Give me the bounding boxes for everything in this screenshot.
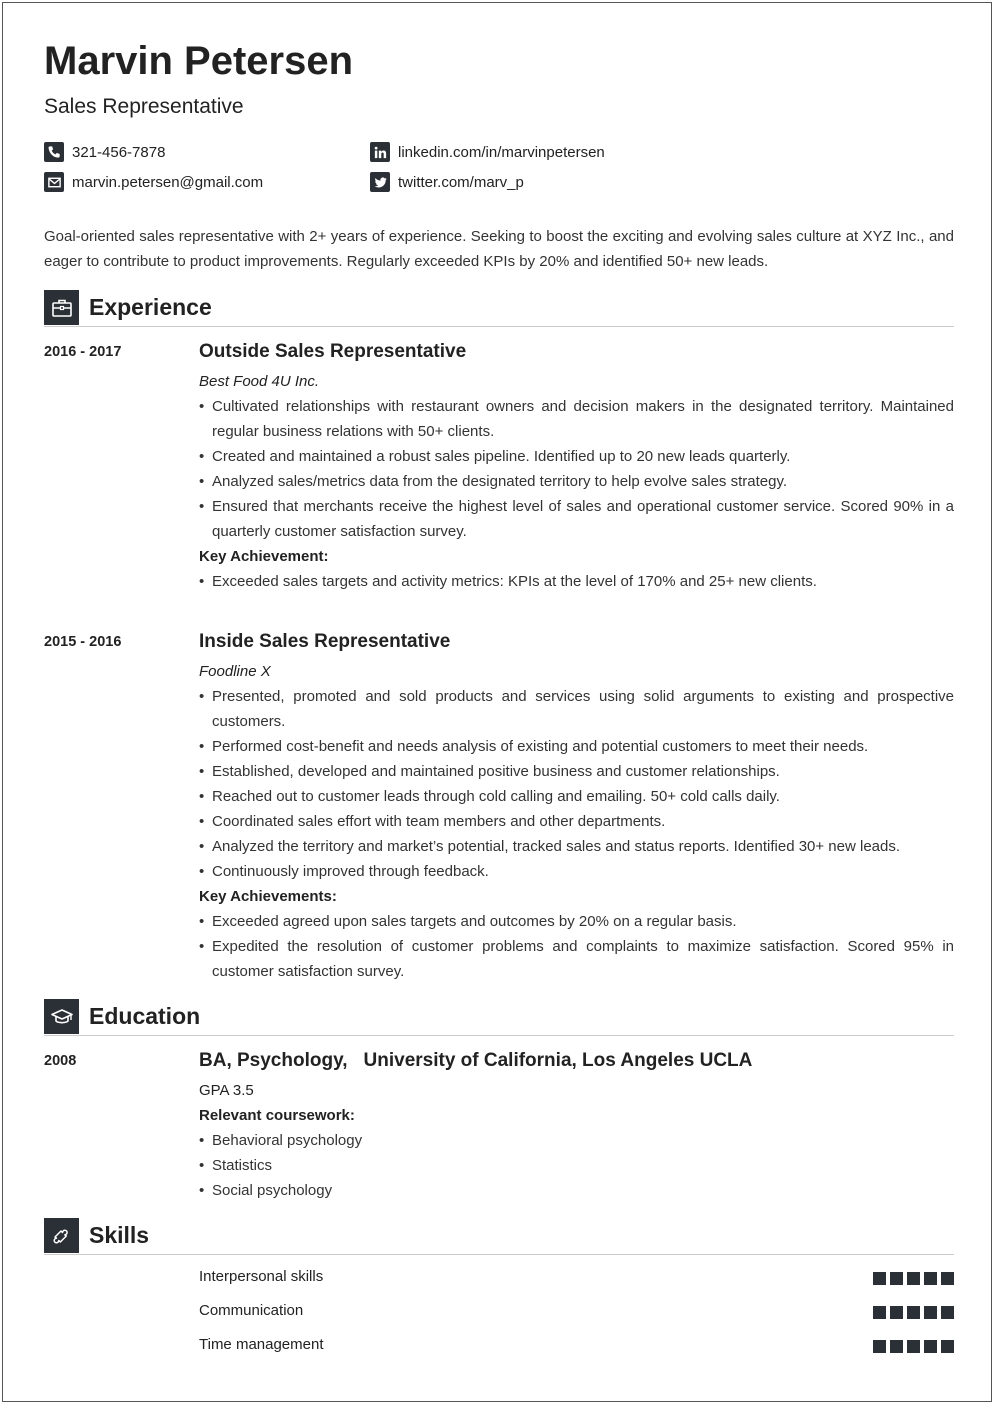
twitter-link[interactable]: twitter.com/marv_p [398,173,524,191]
skill-level-square [890,1306,903,1319]
envelope-icon [44,172,64,192]
degree: BA, Psychology, [199,1050,348,1071]
skill-level-square [907,1306,920,1319]
skill-level-square [941,1272,954,1285]
skill-rating [869,1272,954,1285]
email-link[interactable]: marvin.petersen@gmail.com [72,173,264,191]
resume-page [2,2,992,1402]
skill-level-square [873,1306,886,1319]
skill-name: Communication [199,1302,304,1319]
experience-section-header [44,290,954,327]
skills-heading: Skills [89,1222,150,1248]
list-item: • Cultivated relationships with restaurant owners and decision makers in the designated territory. Maintained regular business relations with 50+ clients. [199,394,954,444]
list-item: • Created and maintained a robust sales pipeline. Identified up to 20 new leads quarterly. [199,444,954,469]
gpa: GPA 3.5 [199,1082,254,1099]
list-item: • Presented, promoted and sold products and services using solid arguments to existing and prospective customers. [199,684,954,734]
linkedin-link[interactable]: linkedin.com/in/marvinpetersen [398,143,605,161]
list-item: • Exceeded agreed upon sales targets and outcomes by 20% on a regular basis. [199,909,954,934]
job-company: Best Food 4U Inc. [199,373,320,390]
list-item: • Statistics [199,1153,954,1178]
summary-paragraph: Goal-oriented sales representative with 2+ years of experience. Seeking to boost the exciting and evolving sales culture at XYZ Inc., and eager to contribute to product improvements. Regularly exceeded KPIs by 20% and identified 50+ new leads. [44,228,954,270]
skill-rating [869,1340,954,1353]
phone-icon [44,142,64,162]
list-item: • Analyzed the territory and market’s potential, tracked sales and status reports. Identified 30+ new leads. [199,834,954,859]
graduation-cap-icon [44,999,79,1034]
phone-text: 321-456-7878 [72,143,166,161]
skill-level-square [924,1306,937,1319]
school: University of California, Los Angeles UCLA [363,1050,753,1071]
candidate-name: Marvin Petersen [44,39,354,83]
candidate-title: Sales Representative [44,95,244,118]
list-item: • Coordinated sales effort with team members and other departments. [199,809,954,834]
education-year: 2008 [44,1053,77,1069]
contact-phone [44,142,165,162]
skill-level-square [907,1340,920,1353]
education-entry [199,1049,954,1203]
contact-twitter [370,172,524,192]
list-item: • Ensured that merchants receive the highest level of sales and operational customer service. Scored 90% in a quarterly customer satisfaction survey. [199,494,954,544]
skill-level-square [924,1340,937,1353]
list-item: • Reached out to customer leads through cold calling and emailing. 50+ cold calls daily. [199,784,954,809]
puzzle-piece-icon [44,1218,79,1253]
achievement-bullets [199,909,954,984]
education-title [199,1049,954,1073]
list-item: • Performed cost-benefit and needs analysis of existing and potential customers to meet their needs. [199,734,954,759]
list-item: • Established, developed and maintained positive business and customer relationships. [199,759,954,784]
skill-row [199,1302,954,1322]
skills-section-header [44,1218,954,1255]
skill-level-square [924,1272,937,1285]
list-item: • Behavioral psychology [199,1128,954,1153]
list-item: • Exceeded sales targets and activity metrics: KPIs at the level of 170% and 25+ new clients. [199,569,954,594]
experience-heading: Experience [89,294,212,320]
job-bullets [199,684,954,884]
skill-level-square [941,1340,954,1353]
education-section-header [44,999,954,1036]
job-entry [199,630,954,984]
skill-rating [869,1306,954,1319]
skill-name: Interpersonal skills [199,1268,324,1285]
job-bullets [199,394,954,544]
job-title: Inside Sales Representative [199,631,451,652]
job-entry [199,340,954,594]
list-item: • Analyzed sales/metrics data from the designated territory to help evolve sales strategy. [199,469,954,494]
skill-name: Time management [199,1336,324,1353]
coursework-list [199,1128,954,1203]
skill-row [199,1336,954,1356]
skill-level-square [941,1306,954,1319]
twitter-icon [370,172,390,192]
job-dates: 2016 - 2017 [44,344,122,360]
linkedin-icon [370,142,390,162]
achievement-bullets [199,569,954,594]
job-dates: 2015 - 2016 [44,634,122,650]
skill-level-square [873,1272,886,1285]
contact-email [44,172,263,192]
achievement-label: Key Achievement: [199,548,329,565]
skill-level-square [873,1340,886,1353]
list-item: • Expedited the resolution of customer problems and complaints to maximize satisfaction. Scored 95% in customer satisfaction survey. [199,934,954,984]
skill-row [199,1268,954,1288]
job-title: Outside Sales Representative [199,341,467,362]
coursework-label: Relevant coursework: [199,1107,355,1124]
list-item: • Social psychology [199,1178,954,1203]
briefcase-icon [44,290,79,325]
skill-level-square [907,1272,920,1285]
achievement-label: Key Achievements: [199,888,337,905]
education-heading: Education [89,1003,201,1029]
skill-level-square [890,1340,903,1353]
contact-linkedin [370,142,605,162]
skill-level-square [890,1272,903,1285]
job-company: Foodline X [199,663,271,680]
list-item: • Continuously improved through feedback. [199,859,954,884]
